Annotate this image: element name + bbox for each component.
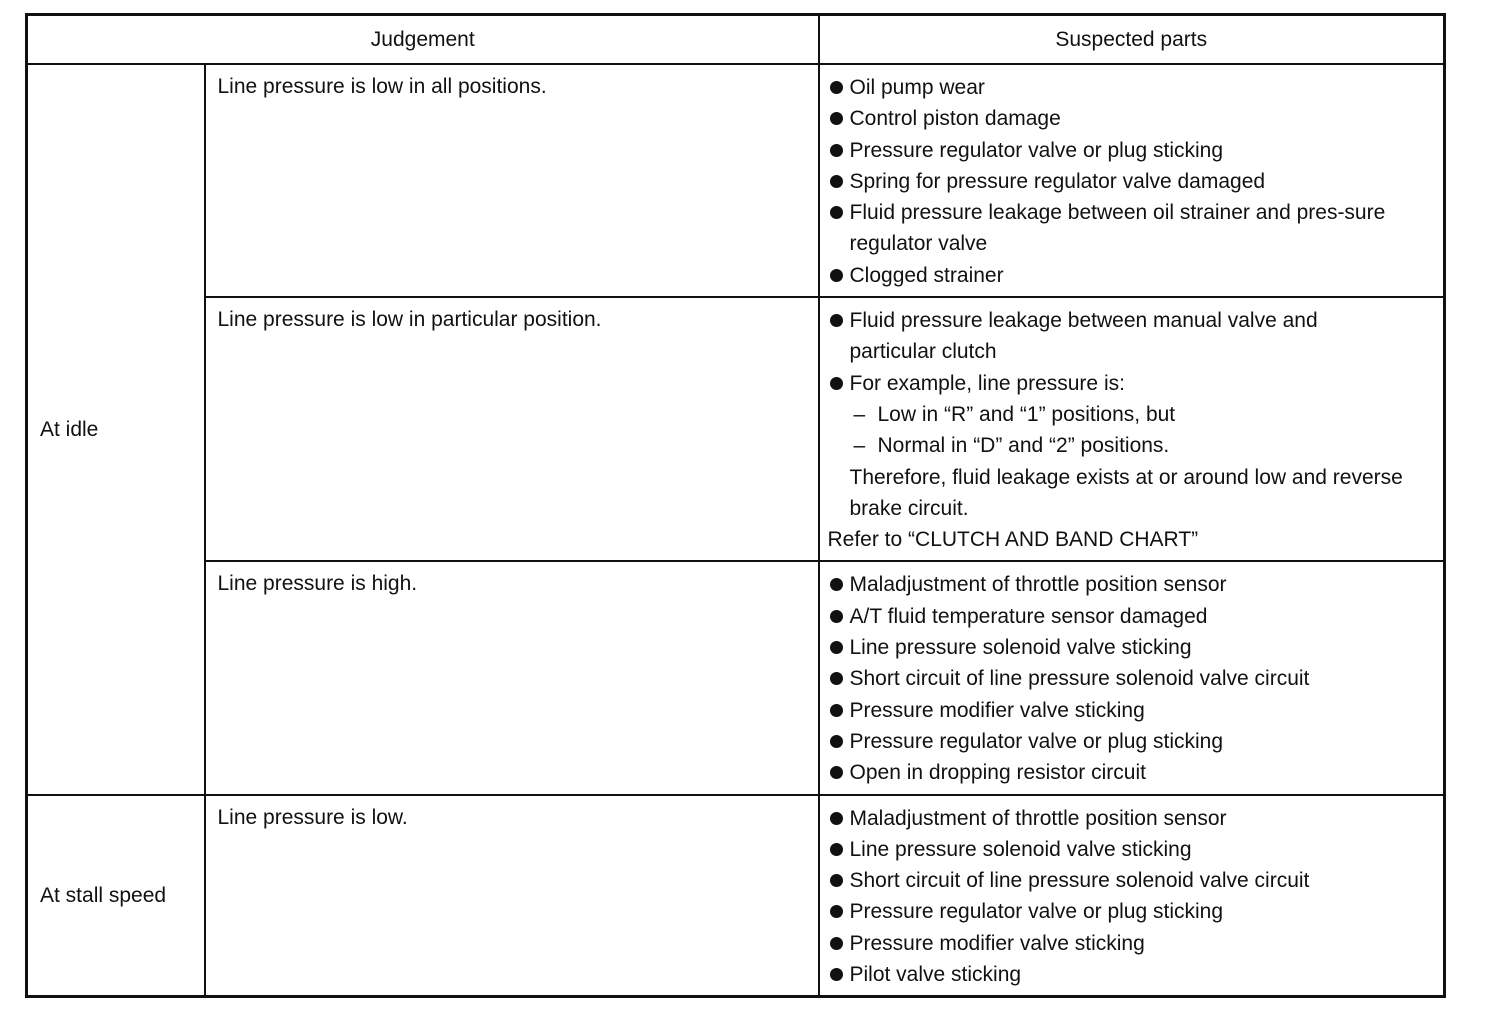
bullet-icon xyxy=(830,269,843,282)
condition-at-idle: At idle xyxy=(27,64,205,795)
list-item: A/T fluid temperature sensor damaged xyxy=(828,601,1434,632)
bullet-icon xyxy=(830,175,843,188)
parts-list xyxy=(828,803,1434,991)
judgement-cell: Line pressure is low. xyxy=(205,795,819,997)
list-item: Open in dropping resistor circuit xyxy=(828,757,1434,788)
dash-icon: – xyxy=(853,402,866,426)
bullet-icon xyxy=(830,112,843,125)
table-row xyxy=(27,297,1445,561)
bullet-icon xyxy=(830,766,843,779)
list-item: Pressure regulator valve or plug sticking xyxy=(828,726,1434,757)
list-item: Line pressure solenoid valve sticking xyxy=(828,632,1434,663)
header-judgement: Judgement xyxy=(27,15,819,65)
judgement-cell: Line pressure is low in all positions. xyxy=(205,64,819,297)
bullet-icon xyxy=(830,206,843,219)
list-item: Maladjustment of throttle position sensor xyxy=(828,803,1434,834)
suspected-parts-cell xyxy=(819,297,1445,561)
list-item: Pressure modifier valve sticking xyxy=(828,928,1434,959)
bullet-icon xyxy=(830,81,843,94)
list-item: Clogged strainer xyxy=(828,260,1434,291)
judgement-cell: Line pressure is low in particular position. xyxy=(205,297,819,561)
reference-text: Refer to “CLUTCH AND BAND CHART” xyxy=(827,528,1199,552)
bullet-icon xyxy=(830,937,843,950)
list-item: Short circuit of line pressure solenoid valve circuit xyxy=(828,663,1434,694)
suspected-parts-cell xyxy=(819,795,1445,997)
dash-icon: – xyxy=(853,434,866,458)
bullet-icon xyxy=(830,314,843,327)
table-row xyxy=(27,561,1445,794)
bullet-icon xyxy=(830,735,843,748)
list-item: Fluid pressure leakage between oil strainer and pres-sure regulator valve xyxy=(828,197,1425,260)
list-item: Pressure modifier valve sticking xyxy=(828,695,1434,726)
list-item: Pressure regulator valve or plug sticking xyxy=(828,896,1434,927)
table-row xyxy=(27,64,1445,297)
list-item: Pressure regulator valve or plug sticking xyxy=(828,135,1434,166)
list-item: For example, line pressure is: xyxy=(828,368,1434,399)
line-pressure-judgement-table xyxy=(25,13,1446,998)
bullet-icon xyxy=(830,377,843,390)
list-item: Fluid pressure leakage between manual valve and particular clutch xyxy=(828,305,1410,368)
suspected-parts-cell xyxy=(819,64,1445,297)
judgement-cell: Line pressure is high. xyxy=(205,561,819,794)
list-item: Pilot valve sticking xyxy=(828,959,1434,990)
bullet-icon xyxy=(830,641,843,654)
note-text: Therefore, fluid leakage exists at or around low and reverse brake circuit. xyxy=(849,465,1403,520)
list-item: Short circuit of line pressure solenoid valve circuit xyxy=(828,865,1434,896)
suspected-parts-cell xyxy=(819,561,1445,794)
bullet-icon xyxy=(830,905,843,918)
list-item: Spring for pressure regulator valve damaged xyxy=(828,166,1434,197)
bullet-icon xyxy=(830,610,843,623)
table-row xyxy=(27,795,1445,997)
list-item: Line pressure solenoid valve sticking xyxy=(828,834,1434,865)
list-item: Maladjustment of throttle position sensor xyxy=(828,569,1434,600)
bullet-icon xyxy=(830,144,843,157)
bullet-icon xyxy=(830,672,843,685)
sub-item: – Low in “R” and “1” positions, but xyxy=(828,399,1434,430)
bullet-icon xyxy=(830,843,843,856)
list-item: Control piston damage xyxy=(828,103,1434,134)
bullet-icon xyxy=(830,578,843,591)
parts-list xyxy=(828,305,1434,399)
bullet-icon xyxy=(830,704,843,717)
table-header-row xyxy=(27,15,1445,65)
parts-list xyxy=(828,569,1434,788)
list-item: Oil pump wear xyxy=(828,72,1434,103)
condition-at-stall-speed: At stall speed xyxy=(27,795,205,997)
header-suspected-parts: Suspected parts xyxy=(819,15,1445,65)
bullet-icon xyxy=(830,812,843,825)
bullet-icon xyxy=(830,968,843,981)
parts-list xyxy=(828,72,1434,291)
bullet-icon xyxy=(830,874,843,887)
sub-item: – Normal in “D” and “2” positions. xyxy=(828,430,1434,461)
